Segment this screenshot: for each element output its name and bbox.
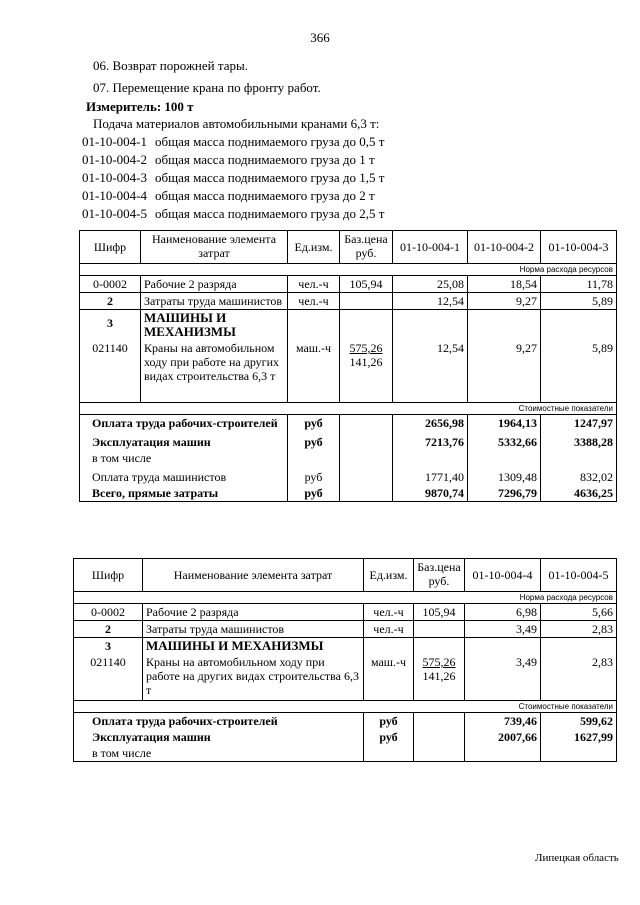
table-row — [74, 745, 617, 762]
code-line — [82, 206, 384, 222]
table-row — [80, 450, 617, 466]
cell-unit — [364, 638, 414, 655]
cell-value: 25,08 — [393, 276, 468, 293]
cell-unit: маш.-ч — [364, 654, 414, 700]
step-06: 06. Возврат порожней тары. — [93, 58, 248, 73]
header-unit: Ед.изм. — [364, 559, 414, 592]
cell-value — [465, 745, 541, 762]
cell-base-price: 105,94 — [414, 604, 465, 621]
cell-cipher: 2 — [80, 293, 141, 310]
cell-value: 2,83 — [541, 621, 617, 638]
cell-base-price — [414, 654, 465, 700]
cell-value — [393, 310, 468, 341]
cell-name: МАШИНЫ И МЕХАНИЗМЫ — [141, 310, 288, 341]
cell-unit: чел.-ч — [364, 604, 414, 621]
cell-value — [541, 638, 617, 655]
cell-value: 3,49 — [465, 621, 541, 638]
header-code-5: 01-10-004-5 — [541, 559, 617, 592]
cell-value: 3,49 — [465, 654, 541, 700]
summary-name: Эксплуатация машин — [80, 431, 288, 450]
code-id: 01-10-004-2 — [82, 152, 147, 167]
intro-text: Подача материалов автомобильными кранами 6,3 т: — [93, 116, 380, 131]
cell-value — [468, 450, 541, 466]
cell-unit: чел.-ч — [288, 276, 340, 293]
cell-name: Затраты труда машинистов — [141, 293, 288, 310]
table-row — [80, 485, 617, 502]
cell-base-price — [340, 485, 393, 502]
table-row — [80, 340, 617, 402]
code-line — [82, 152, 375, 168]
cell-unit: руб — [364, 712, 414, 729]
cell-base-price — [414, 745, 465, 762]
base-price-main: 575,26 — [422, 655, 456, 669]
cell-unit: руб — [364, 729, 414, 745]
table-row — [80, 466, 617, 485]
cell-cipher: 3 — [80, 310, 141, 341]
cell-value: 11,78 — [541, 276, 617, 293]
header-cipher: Шифр — [80, 231, 141, 264]
cell-base-price — [340, 310, 393, 341]
header-code-3: 01-10-004-3 — [541, 231, 617, 264]
cell-unit: чел.-ч — [288, 293, 340, 310]
header-base-price: Баз.цена руб. — [414, 559, 465, 592]
cell-value — [393, 450, 468, 466]
code-id: 01-10-004-1 — [82, 134, 147, 149]
code-id: 01-10-004-4 — [82, 188, 147, 203]
cell-unit: маш.-ч — [288, 340, 340, 402]
cell-value: 4636,25 — [541, 485, 617, 502]
summary-name: Оплата труда рабочих-строителей — [74, 712, 364, 729]
cell-unit — [288, 450, 340, 466]
cell-unit — [288, 310, 340, 341]
cell-value: 5332,66 — [468, 431, 541, 450]
table-row — [74, 638, 617, 655]
cell-value: 599,62 — [541, 712, 617, 729]
header-code-1: 01-10-004-1 — [393, 231, 468, 264]
cost-note: Стоимостные показатели — [74, 700, 617, 712]
cell-value: 1771,40 — [393, 466, 468, 485]
cell-base-price — [414, 729, 465, 745]
cell-cipher: 3 — [74, 638, 143, 655]
cell-cipher: 021140 — [80, 340, 141, 402]
summary-name: в том числе — [80, 450, 288, 466]
cell-name: Краны на автомобильном ходу при работе на других видах строительства 6,3 т — [143, 654, 364, 700]
cell-base-price — [340, 450, 393, 466]
code-id: 01-10-004-3 — [82, 170, 147, 185]
table-row — [80, 293, 617, 310]
table-row — [74, 654, 617, 700]
cell-unit — [364, 745, 414, 762]
table-row — [74, 621, 617, 638]
cell-value: 18,54 — [468, 276, 541, 293]
region-footer: Липецкая область — [535, 852, 619, 864]
cell-unit: руб — [288, 485, 340, 502]
cell-cipher: 0-0002 — [74, 604, 143, 621]
meter-label: Измеритель: 100 т — [86, 99, 194, 114]
cell-unit: чел.-ч — [364, 621, 414, 638]
table-header-row — [74, 559, 617, 592]
cell-value: 2656,98 — [393, 414, 468, 431]
header-cipher: Шифр — [74, 559, 143, 592]
cell-value: 2,83 — [541, 654, 617, 700]
norm-note-row — [80, 264, 617, 276]
cell-base-price — [414, 621, 465, 638]
header-code-4: 01-10-004-4 — [465, 559, 541, 592]
cell-value — [541, 745, 617, 762]
code-desc: общая масса поднимаемого груза до 1 т — [155, 152, 375, 167]
summary-name: Оплата труда рабочих-строителей — [80, 414, 288, 431]
cell-value: 9,27 — [468, 340, 541, 402]
code-id: 01-10-004-5 — [82, 206, 147, 221]
base-price-salary: 141,26 — [349, 355, 383, 369]
cell-cipher: 2 — [74, 621, 143, 638]
cell-name: Рабочие 2 разряда — [143, 604, 364, 621]
cell-cipher: 0-0002 — [80, 276, 141, 293]
cost-note-row — [80, 402, 617, 414]
cell-value: 7296,79 — [468, 485, 541, 502]
code-line — [82, 170, 384, 186]
cell-unit: руб — [288, 466, 340, 485]
base-price-main: 575,26 — [349, 341, 383, 355]
norm-note: Норма расхода ресурсов — [80, 264, 617, 276]
code-desc: общая масса поднимаемого груза до 1,5 т — [155, 170, 385, 185]
cell-base-price — [414, 638, 465, 655]
cell-base-price — [340, 414, 393, 431]
code-desc: общая масса поднимаемого груза до 2,5 т — [155, 206, 385, 221]
cost-note: Стоимостные показатели — [80, 402, 617, 414]
cell-value: 9,27 — [468, 293, 541, 310]
cell-value: 739,46 — [465, 712, 541, 729]
code-desc: общая масса поднимаемого груза до 2 т — [155, 188, 375, 203]
cell-base-price — [340, 431, 393, 450]
code-desc: общая масса поднимаемого груза до 0,5 т — [155, 134, 385, 149]
cell-value — [541, 310, 617, 341]
header-unit: Ед.изм. — [288, 231, 340, 264]
cell-value: 9870,74 — [393, 485, 468, 502]
cell-value — [468, 310, 541, 341]
cell-name: МАШИНЫ И МЕХАНИЗМЫ — [143, 638, 364, 655]
cell-unit: руб — [288, 431, 340, 450]
header-code-2: 01-10-004-2 — [468, 231, 541, 264]
cell-value: 3388,28 — [541, 431, 617, 450]
cell-base-price: 105,94 — [340, 276, 393, 293]
summary-name: Всего, прямые затраты — [80, 485, 288, 502]
table-row — [74, 729, 617, 745]
cell-unit: руб — [288, 414, 340, 431]
cell-value — [541, 450, 617, 466]
cell-value: 5,89 — [541, 293, 617, 310]
summary-name: в том числе — [74, 745, 364, 762]
cell-name: Затраты труда машинистов — [143, 621, 364, 638]
code-line — [82, 134, 384, 150]
summary-name: Эксплуатация машин — [74, 729, 364, 745]
step-07: 07. Перемещение крана по фронту работ. — [93, 80, 321, 95]
resource-table-1 — [79, 230, 617, 502]
table-row — [80, 414, 617, 431]
cost-note-row — [74, 700, 617, 712]
norm-note-row — [74, 592, 617, 604]
cell-name: Рабочие 2 разряда — [141, 276, 288, 293]
code-line — [82, 188, 375, 204]
cell-value: 12,54 — [393, 293, 468, 310]
cell-name: Краны на автомобильном ходу при работе на других видах строительства 6,3 т — [141, 340, 288, 402]
cell-value: 1627,99 — [541, 729, 617, 745]
cell-value: 5,66 — [541, 604, 617, 621]
header-name: Наименование элемента затрат — [141, 231, 288, 264]
table-row — [80, 276, 617, 293]
cell-base-price — [340, 293, 393, 310]
table-row — [74, 712, 617, 729]
resource-table-2 — [73, 558, 617, 762]
table-row — [80, 431, 617, 450]
cell-value: 5,89 — [541, 340, 617, 402]
cell-value: 7213,76 — [393, 431, 468, 450]
summary-name: Оплата труда машинистов — [80, 466, 288, 485]
cell-value — [465, 638, 541, 655]
header-name: Наименование элемента затрат — [143, 559, 364, 592]
cell-value: 12,54 — [393, 340, 468, 402]
table-header-row — [80, 231, 617, 264]
cell-cipher: 021140 — [74, 654, 143, 700]
cell-value: 1247,97 — [541, 414, 617, 431]
header-base-price: Баз.цена руб. — [340, 231, 393, 264]
base-price-salary: 141,26 — [422, 669, 456, 683]
cell-value: 1309,48 — [468, 466, 541, 485]
table-row — [74, 604, 617, 621]
cell-value: 832,02 — [541, 466, 617, 485]
cell-value: 1964,13 — [468, 414, 541, 431]
cell-value: 2007,66 — [465, 729, 541, 745]
cell-base-price — [340, 340, 393, 402]
table-row — [80, 310, 617, 341]
cell-base-price — [414, 712, 465, 729]
cell-value: 6,98 — [465, 604, 541, 621]
cell-base-price — [340, 466, 393, 485]
norm-note: Норма расхода ресурсов — [74, 592, 617, 604]
page-number: 366 — [310, 30, 330, 45]
